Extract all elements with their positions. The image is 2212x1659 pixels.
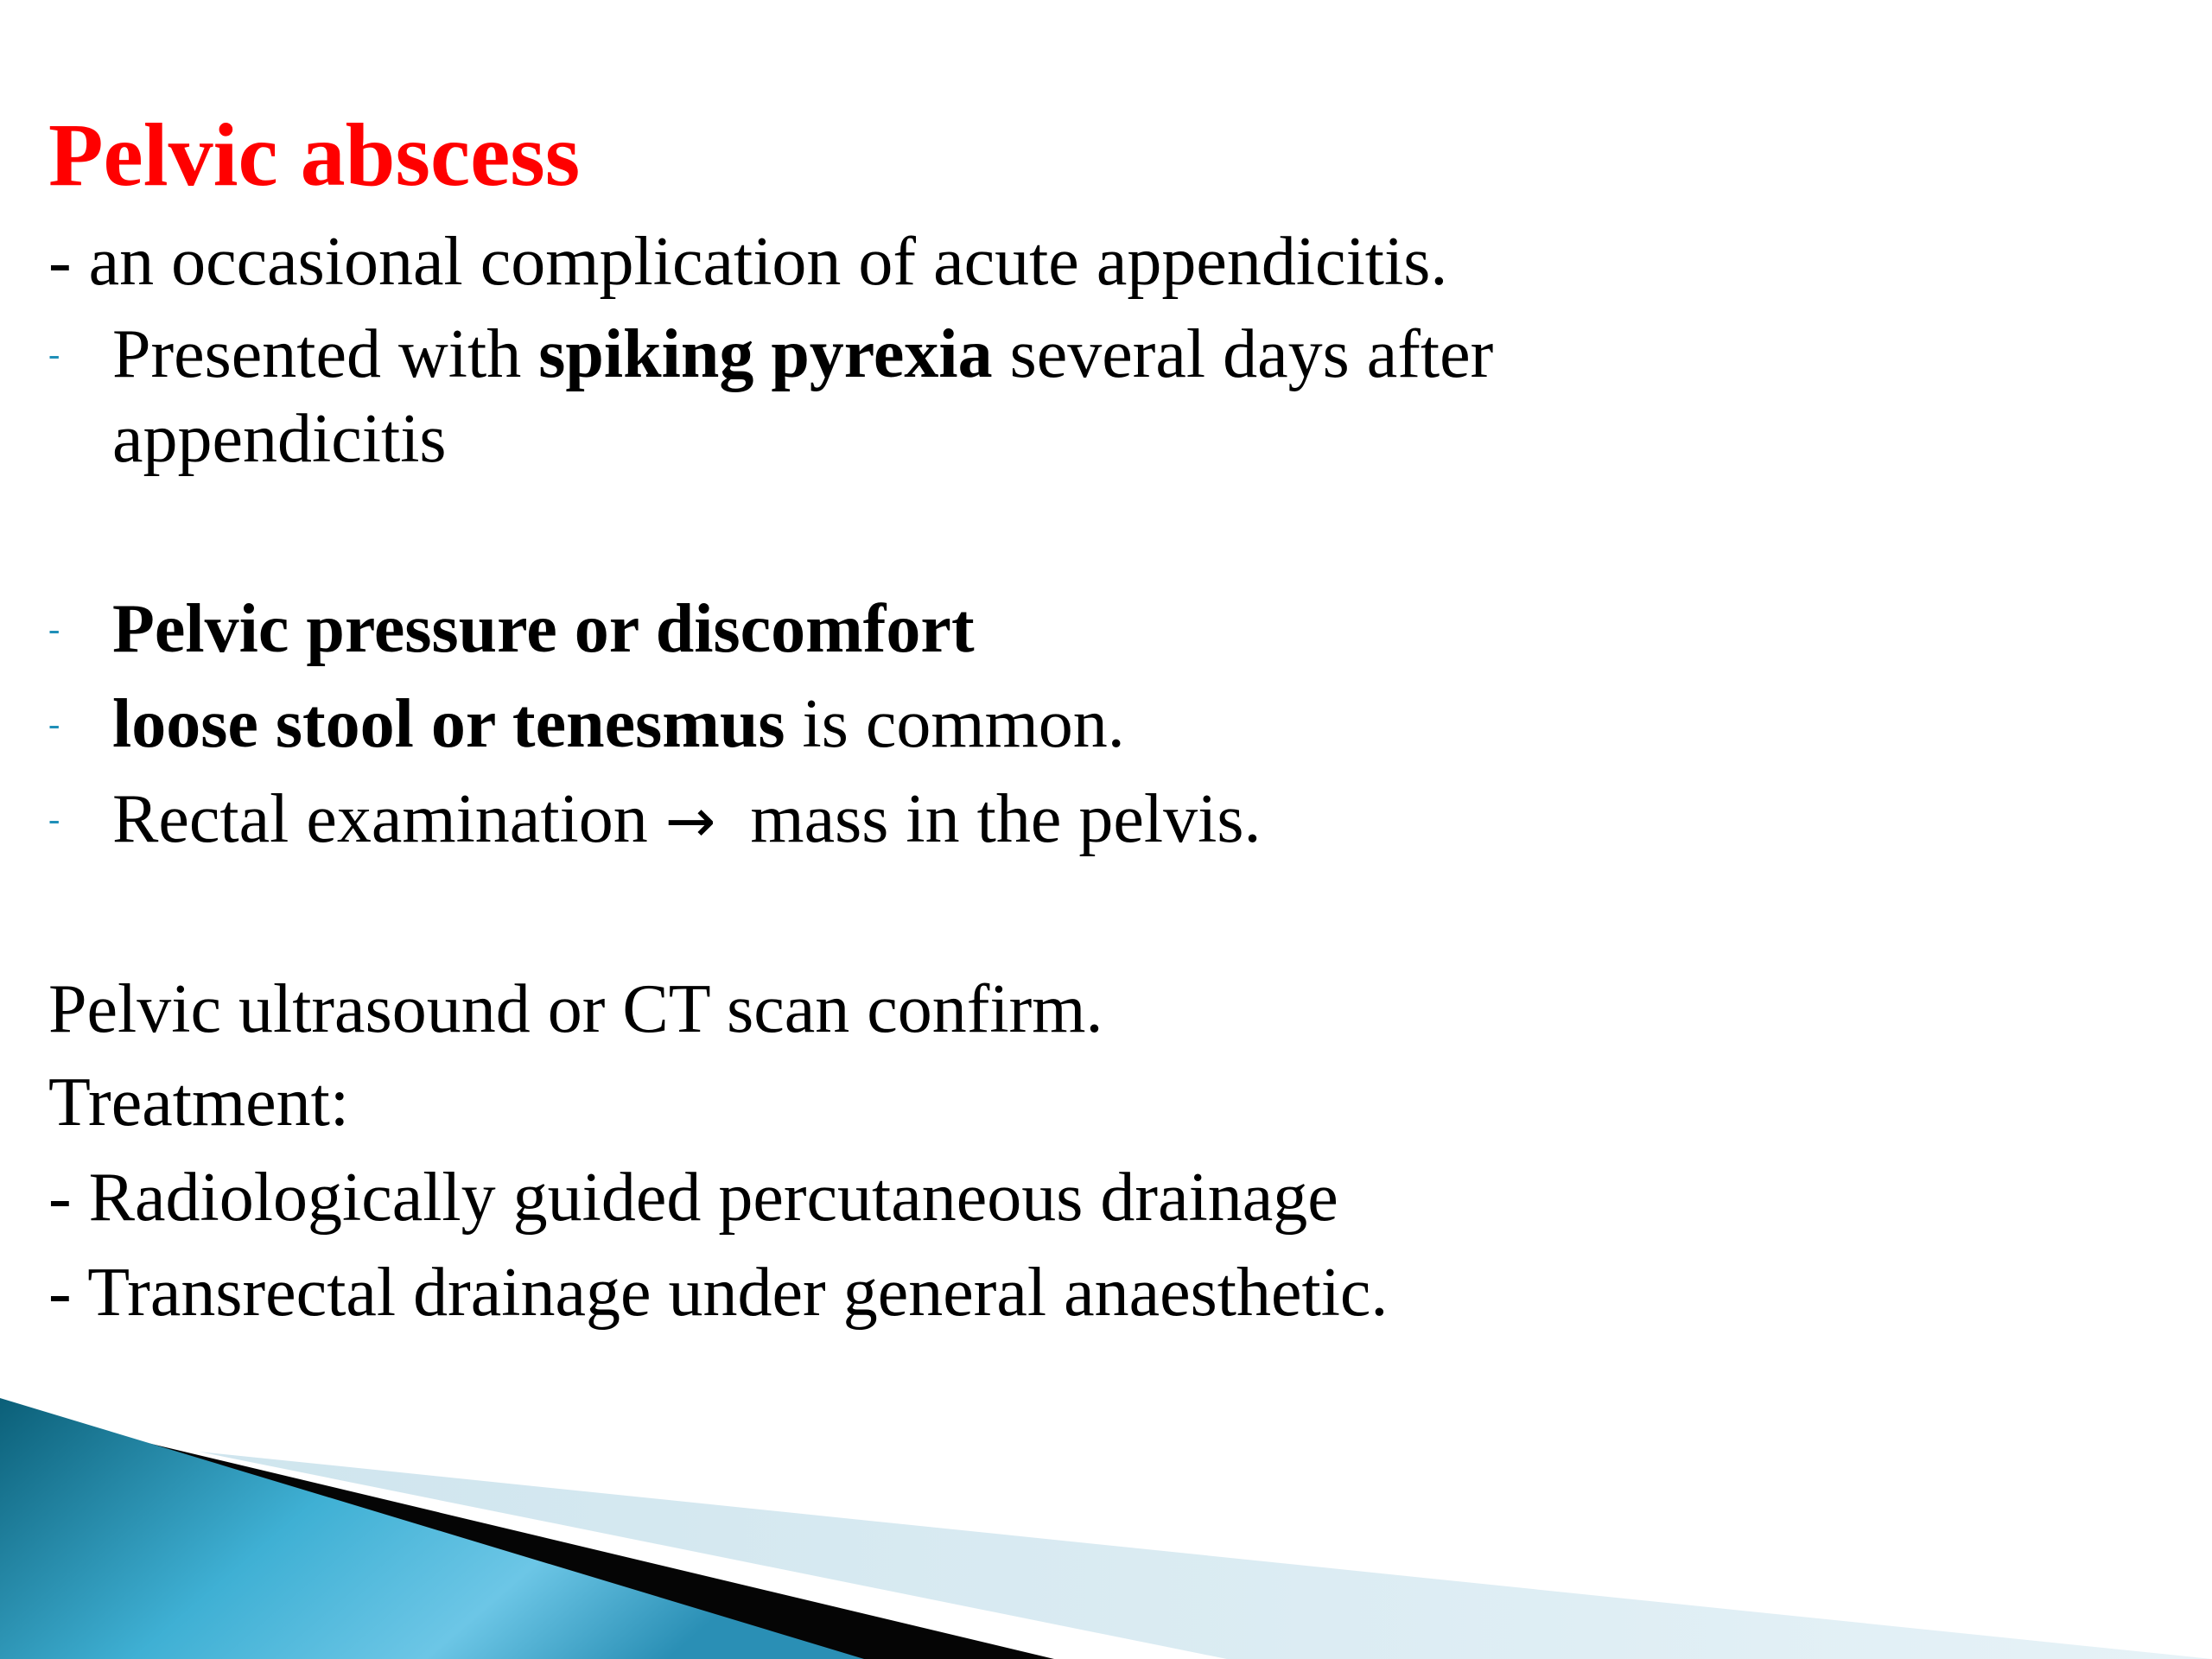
bullet-text-bold: spiking pyrexia (538, 316, 993, 392)
bullet-marker: - (48, 799, 60, 838)
treatment-heading: Treatment: (48, 1065, 350, 1141)
bullet-continuation: appendicitis (112, 401, 447, 477)
bullet-text-pre: Presented with (112, 316, 539, 392)
bullet-text-post: is common. (785, 686, 1125, 762)
bullet-text-pre: Rectal examination (112, 781, 665, 857)
right-arrow-icon: → (664, 785, 716, 856)
treatment-item-2: - Transrectal drainage under general anaesthetic. (48, 1255, 1389, 1331)
intro-line: - an occasional complication of acute appendicitis. (48, 224, 1448, 300)
bullet-text-post: several days after (992, 316, 1494, 392)
treatment-item-1: - Radiologically guided percutaneous drainage (48, 1160, 1338, 1236)
bullet-marker: - (48, 334, 60, 373)
confirm-line: Pelvic ultrasound or CT scan confirm. (48, 971, 1103, 1047)
bullet-marker: - (48, 609, 60, 648)
bullet-text-post: mass in the pelvis. (715, 781, 1262, 857)
bullet-text-bold: Pelvic pressure or discomfort (112, 591, 975, 667)
bullet-text-bold: loose stool or tenesmus (112, 686, 785, 762)
bullet-marker: - (48, 704, 60, 743)
slide-title: Pelvic abscess (48, 105, 581, 205)
